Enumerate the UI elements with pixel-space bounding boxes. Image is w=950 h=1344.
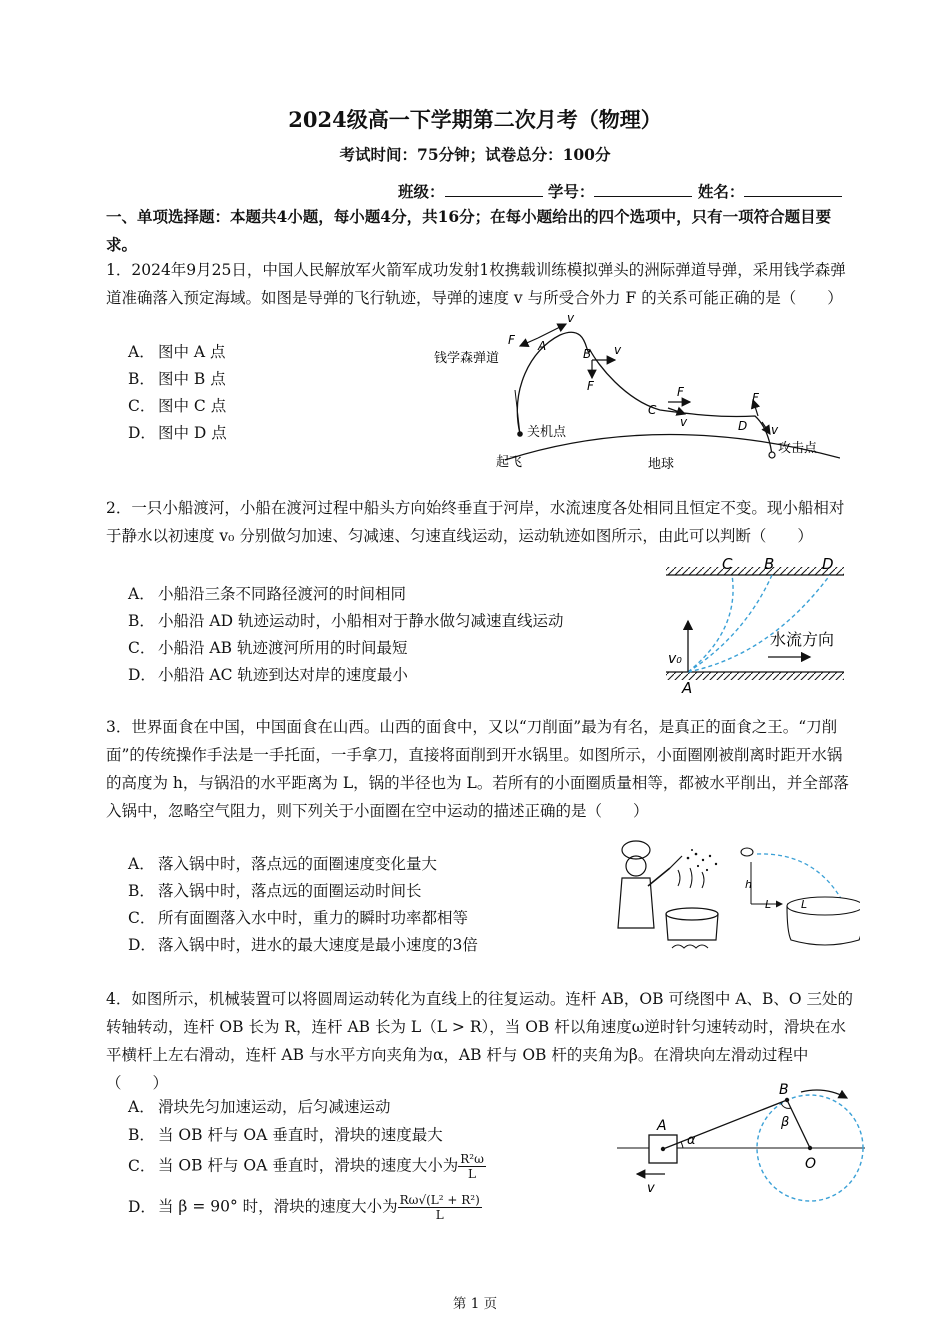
- question-1-stem: 1．2024年9月25日，中国人民解放军火箭军成功发射1枚携载训练模拟弹头的洲际弹道导弹，采用钱学森弹道准确落入预定海域。如图是导弹的飞行轨迹，导弹的速度 v 与所受合外力 F 的关系可能正确的是（ ）: [106, 261, 846, 307]
- id-label: 学号：: [547, 182, 595, 201]
- label-f-b: F: [587, 379, 594, 393]
- fire-icon: [672, 945, 708, 948]
- id-blank[interactable]: [594, 180, 692, 197]
- pivot-b: [785, 1098, 789, 1102]
- chef-illustration: [608, 836, 738, 954]
- q4-mechanism-figure: [615, 1080, 870, 1210]
- q1-option-a[interactable]: A． 图中 A 点: [128, 343, 226, 361]
- name-label: 姓名：: [697, 182, 745, 201]
- near-bank-hatch: [666, 672, 844, 680]
- label-point-d: D: [738, 419, 748, 433]
- knife-icon: [670, 856, 682, 868]
- question-3-stem: 3．世界面食在中国，中国面食在山西。山西的面食中，又以“刀削面”最为有名，是真正的面食之王。“刀削面”的传统操作手法是一手托面，一手拿刀，直接将面削到开水锅里。如图所示，小面圈刚被削离时距开水锅的高度为 h，与锅沿的水平距离为 L，锅的半径也为 L。若所有的小面圈质量相等，都被水平削出，并全部落入锅中，忽略空气阻力，则下列关于小面圈在空中运动的描述正确的是（ ）: [106, 718, 849, 820]
- label-b: B: [764, 555, 775, 573]
- takeoff-label: 起飞: [496, 455, 523, 470]
- shutdown-point: [517, 431, 523, 437]
- q1-option-c[interactable]: C． 图中 C 点: [128, 397, 227, 415]
- path-ab: [688, 575, 772, 672]
- label-f-d: F: [752, 391, 759, 405]
- q4-option-d[interactable]: D． 当 β = 90° 时，滑块的速度大小为 $\frac{\text{Rω√(L² + R²)}}{L}$: [128, 1193, 480, 1222]
- label-f-a: F: [508, 333, 515, 347]
- label-v-a: v: [567, 311, 575, 325]
- q2-option-c[interactable]: C． 小船沿 AB 轨迹渡河所用的时间最短: [128, 639, 408, 657]
- question-4-stem: 4．如图所示，机械装置可以将圆周运动转化为直线上的往复运动。连杆 AB，OB 可绕图中 A、B、O 三处的转轴转动，连杆 OB 长为 R，连杆 AB 长为 L（L > R），当 OB 杆以角速度ω逆时针匀速转动时，滑块在水平横杆上左右滑动，连杆 AB 与水平方向夹角为α，AB 杆与 OB 杆的夹角为β。在滑块向左滑动过程中（ ）: [106, 990, 854, 1092]
- earth-label: 地球: [648, 457, 675, 472]
- path-ac: [688, 575, 733, 672]
- section-1-heading: 一、单项选择题：本题共4小题，每小题4分，共16分；在每小题给出的四个选项中，只有一项符合题目要求。: [106, 207, 832, 254]
- force-arrow-a: [520, 338, 538, 346]
- label-point-a: A: [538, 339, 547, 353]
- q4-c-fraction: $\frac{\text{R²ω}}{L}$: [460, 1152, 484, 1181]
- target-label: 攻击点: [778, 441, 818, 456]
- q1-option-b[interactable]: B． 图中 B 点: [128, 370, 226, 388]
- label-point-b: B: [583, 347, 592, 361]
- pivot-a: [661, 1147, 665, 1151]
- pot-rim-icon: [666, 908, 718, 920]
- label-v: v: [647, 1181, 655, 1196]
- pivot-o: [808, 1146, 812, 1150]
- q2-option-d[interactable]: D． 小船沿 AC 轨迹到达对岸的速度最小: [128, 666, 408, 684]
- label-b: B: [779, 1082, 789, 1098]
- q4-option-a[interactable]: A． 滑块先匀加速运动，后匀减速运动: [128, 1098, 391, 1116]
- steam-icon: [678, 868, 704, 888]
- dough-ring: [741, 848, 753, 856]
- label-a: A: [682, 679, 693, 695]
- label-f-c: F: [677, 385, 684, 399]
- rotation-arrow: [801, 1090, 847, 1098]
- label-v-c: v: [680, 415, 688, 429]
- q1-option-d[interactable]: D． 图中 D 点: [128, 424, 227, 442]
- name-blank[interactable]: [744, 180, 842, 197]
- student-info-line: [398, 180, 842, 202]
- far-bank-hatch: [666, 567, 844, 575]
- velocity-arrow-a: [538, 324, 566, 338]
- rod-ob: [787, 1100, 810, 1148]
- class-blank[interactable]: [445, 180, 543, 197]
- page-title: 2024级高一下学期第二次月考（物理）: [288, 107, 662, 132]
- q4-option-c[interactable]: C． 当 OB 杆与 OA 垂直时，滑块的速度大小为 $\frac{\text{R²ω}}{L}$: [128, 1152, 484, 1181]
- label-l2: L: [801, 898, 808, 911]
- pot-top: [787, 897, 860, 915]
- q2-option-b[interactable]: B． 小船沿 AD 轨迹运动时，小船相对于静水做匀减速直线运动: [128, 612, 564, 630]
- exam-info: 考试时间：75分钟；试卷总分：100分: [339, 145, 611, 164]
- dough-trajectory: [757, 854, 843, 902]
- q2-river-figure: [660, 555, 870, 695]
- flow-label: 水流方向: [770, 630, 835, 649]
- label-h: h: [745, 878, 752, 891]
- rod-ab: [663, 1100, 790, 1149]
- q3-option-d[interactable]: D． 落入锅中时，进水的最大速度是最小速度的3倍: [128, 936, 478, 954]
- question-2-stem: 2．一只小船渡河，小船在渡河过程中船头方向始终垂直于河岸，水流速度各处相同且恒定不变。现小船相对于静水以初速度 v₀ 分别做匀加速、匀减速、匀速直线运动，运动轨迹如图所示，由此可以判断（ ）: [106, 499, 845, 545]
- label-beta: β: [781, 1115, 790, 1130]
- q4-d-fraction: $\frac{\text{Rω√(L² + R²)}}{L}$: [399, 1193, 480, 1222]
- q3-option-c[interactable]: C． 所有面圈落入水中时，重力的瞬时功率都相等: [128, 909, 469, 927]
- label-v-d: v: [771, 423, 779, 437]
- label-v0: v₀: [668, 651, 682, 667]
- label-c: C: [722, 555, 733, 573]
- q2-option-a[interactable]: A． 小船沿三条不同路径渡河的时间相同: [128, 585, 407, 603]
- label-alpha: α: [687, 1133, 696, 1148]
- angle-alpha-arc: [681, 1142, 683, 1148]
- trajectory-label: 钱学森弹道: [434, 351, 500, 366]
- shutdown-label: 关机点: [527, 425, 567, 440]
- label-d: D: [822, 555, 834, 573]
- q3-option-a[interactable]: A． 落入锅中时，落点远的面圈速度变化量大: [128, 855, 438, 873]
- label-point-c: C: [648, 403, 657, 417]
- label-a: A: [657, 1118, 667, 1134]
- label-o: O: [805, 1156, 817, 1172]
- label-l1: L: [765, 898, 772, 911]
- q4-option-b[interactable]: B． 当 OB 杆与 OA 垂直时，滑块的速度最大: [128, 1126, 443, 1144]
- page-number: 第 1 页: [452, 1296, 498, 1312]
- shutdown-line: [515, 390, 520, 434]
- q3-pot-figure: [735, 840, 860, 950]
- class-label: 班级：: [398, 182, 445, 201]
- q3-option-b[interactable]: B． 落入锅中时，落点远的面圈运动时间长: [128, 882, 422, 900]
- q1-missile-figure: [420, 310, 840, 480]
- target-point: [769, 452, 775, 458]
- label-v-b: v: [614, 343, 622, 357]
- chef-arm-icon: [648, 868, 670, 886]
